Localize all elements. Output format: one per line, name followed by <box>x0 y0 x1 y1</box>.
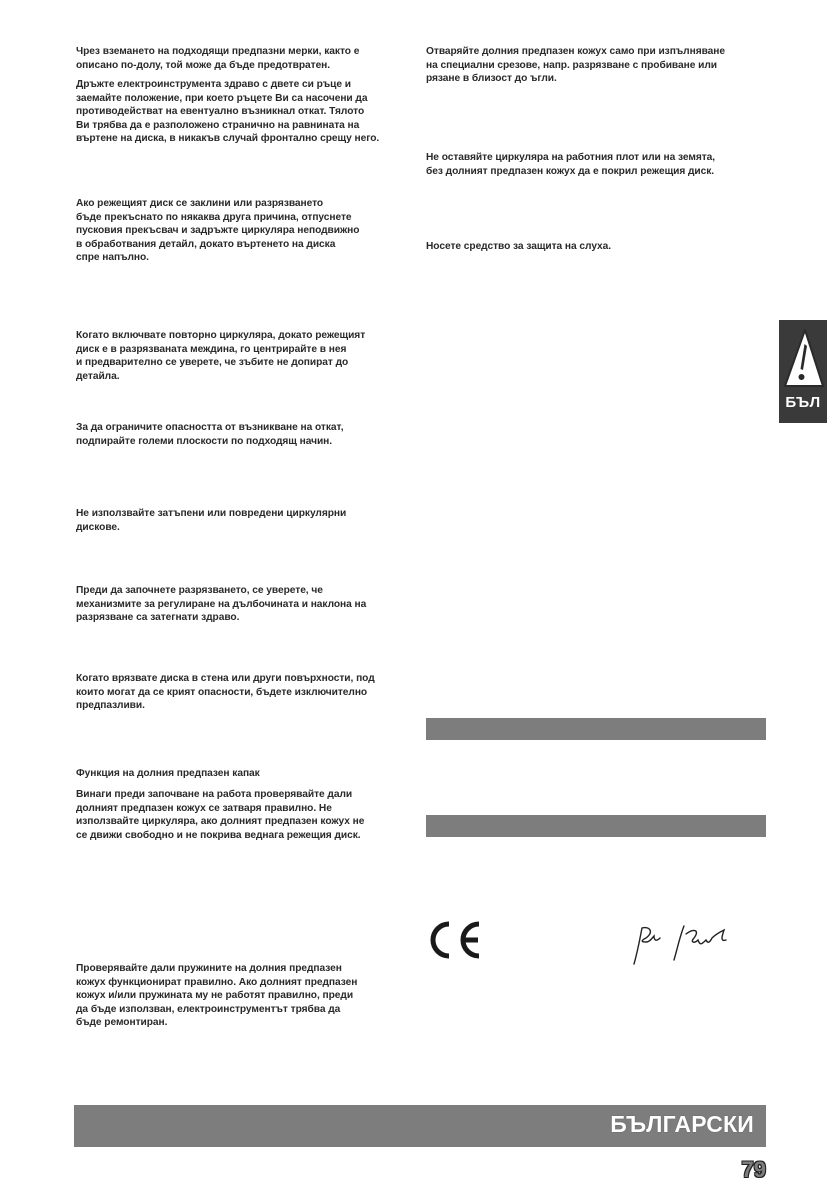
paragraph-open-guard-special-cuts: Отваряйте долния предпазен кожух само при изпълняване на специални срезове, напр. разрязване с пробиване или рязане в близост до ъгли. <box>426 46 726 85</box>
ce-mark <box>427 920 483 965</box>
paragraph-plunge-cut-caution: Когато врязвате диска в стена или други повърхности, под които могат да се крият опасности, бъдете изключително предпазливи. <box>76 673 375 712</box>
paragraph-blunt-discs: Не използвайте затъпени или повредени циркулярни дискове. <box>76 508 347 533</box>
paragraph-kickback-prevention: Чрез вземането на подходящи предпазни мерки, както е описано по-долу, той може да бъде предотвратен. <box>76 46 360 71</box>
paragraph-depth-bevel-locks: Преди да започнете разрязването, се уверете, че механизмите за регулиране на дълбочината и наклона на разрязване са затегнати здраво. <box>76 585 367 624</box>
paragraph-check-springs: Проверявайте дали пружините на долния предпазен кожух функционират правилно. Ако долният предпазен кожух и/или пружината му не работят правилно, преди да бъде използван, електроинструментът трябва да бъде ремонтиран. <box>76 963 358 1029</box>
paragraph-hold-firmly: Дръжте електроинструмента здраво с двете си ръце и заемайте положение, при което ръцете Ви са насочени да противодействат на евентуално възникнал откат. Тялото Ви трябва да е разположено странично на равнината на въртене на диска, в никакъв случай фронтално срещу него. <box>76 79 380 145</box>
side-tab-label: БЪЛ <box>785 394 821 411</box>
language-side-tab <box>779 320 827 423</box>
signature <box>624 920 744 973</box>
section-heading-lower-guard: Функция на долния предпазен капак <box>76 768 260 779</box>
section-bar-bottom <box>426 815 766 837</box>
paragraph-restart-saw: Когато включвате повторно циркуляра, докато режещият диск е в разрязваната междина, го центрирайте в нея и предварително се уверете, че зъбите не допират до детайла. <box>76 330 366 382</box>
section-bar-top <box>426 718 766 740</box>
paragraph-do-not-leave-saw: Не оставяйте циркуляра на работния плот или на земята, без долният предпазен кожух да е покрил режещия диск. <box>426 152 716 177</box>
paragraph-check-lower-guard: Винаги преди започване на работа проверявайте дали долният предпазен кожух се затваря правилно. Не използвайте циркуляра, ако долният предпазен кожух не се движи свободно и не покрива веднага режещия диск. <box>76 789 365 841</box>
footer-language: БЪЛГАРСКИ <box>610 1111 754 1137</box>
page-number: 79 <box>741 1157 766 1182</box>
paragraph-disc-jammed: Ако режещият диск се заклини или разрязването бъде прекъснато по някаква друга причина, отпуснете пусковия прекъсвач и задръжте циркуляра неподвижно в обработвания детайл, докато въртенето на диска спре напълно. <box>76 198 360 264</box>
paragraph-support-panels: За да ограничите опасността от възникване на откат, подпирайте големи плоскости по подходящ начин. <box>76 422 344 447</box>
paragraph-hearing-protection: Носете средство за защита на слуха. <box>426 241 612 252</box>
warning-icon <box>781 326 825 392</box>
footer-bar <box>74 1105 766 1147</box>
